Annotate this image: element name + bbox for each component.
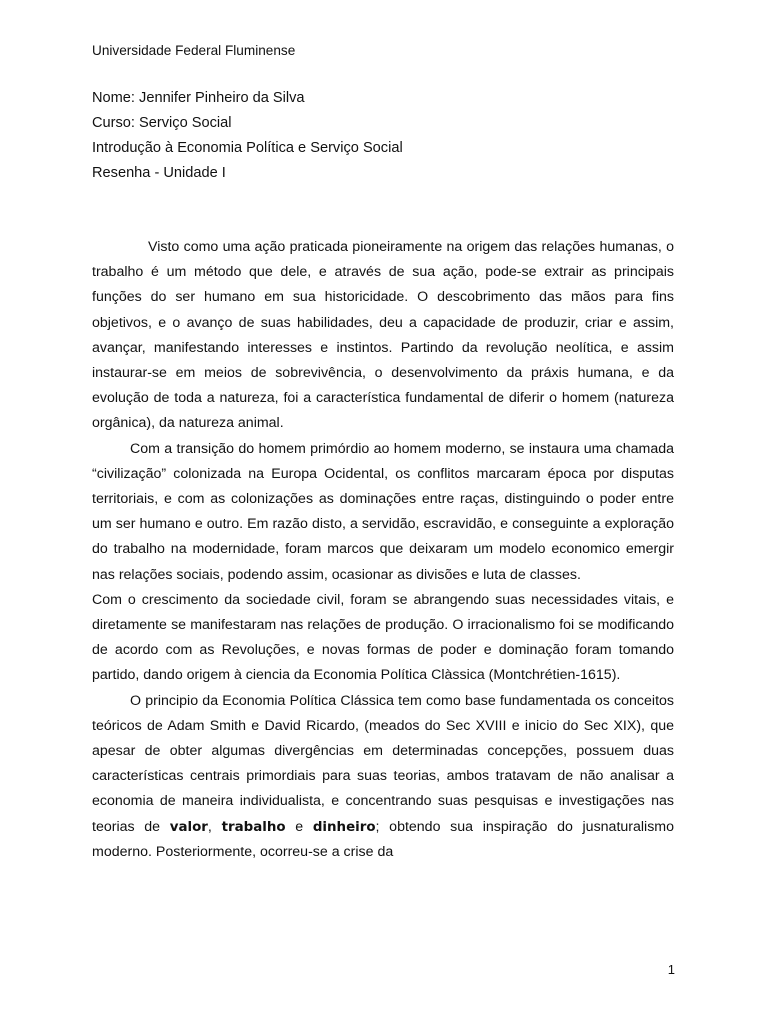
university-name: Universidade Federal Fluminense [92,43,296,58]
assignment-title: Resenha - Unidade I [92,165,226,181]
page-number: 1 [667,962,675,977]
paragraph-2: Com a transição do homem primórdio ao homem moderno, se instaura uma chamada “civilização” colonizada na Europa Ocidental, os conflitos marcaram época por disputas territoriais, e com as colonizações as dominações entre raças, distinguindo o poder entre um ser humano e outro. Em razão disto, a servidão, escravidão, e conseguinte a exploração do trabalho na modernidade, foram marcos que deixaram um modelo economico emergir nas relações sociais, podendo assim, ocasionar as divisões e luta de classes. [92,440,674,583]
paragraph-4 [92,689,674,865]
paragraph-3: Com o crescimento da sociedade civil, foram se abrangendo suas necessidades vitais, e diretamente se manifestaram nas relações de produção. O irracionalismo foi se modificando de acordo com as Revoluções, e novas formas de poder e dominação foram tomando partido, dando origem à ciencia da Economia Política Clàssica (Montchrétien-1615). [92,591,674,684]
paragraph-4-separator-2: e [285,818,313,835]
student-info [92,86,403,186]
bold-term-dinheiro: dinheiro [312,819,376,835]
student-name: Nome: Jennifer Pinheiro da Silva [92,90,305,106]
paragraph-4-separator-1: , [207,818,222,835]
subject-name: Introdução à Economia Política e Serviço Social [92,140,403,156]
course-name: Curso: Serviço Social [92,115,232,131]
bold-term-trabalho: trabalho [221,819,286,835]
review-body [92,235,674,865]
paragraph-1: Visto como uma ação praticada pioneiramente na origem das relações humanas, o trabalho é um método que dele, e através de sua ação, pode-se extrair as principais funções do ser humano em sua historicidade. O descobrimento das mãos para fins objetivos, e o avanço de suas habilidades, deu a capacidade de produzir, criar e assim, avançar, manifestando interesses e instintos. Partindo da revolução neolítica, e assim instaurar-se em meios de sobrevivência, o desenvolvimento da práxis humana, e da evolução de toda a natureza, foi a característica fundamental de diferir o homem (natureza orgânica), da natureza animal. [92,239,674,432]
bold-term-valor: valor [169,819,208,835]
paragraph-4-text-end: ; obtendo sua inspiração do jusnaturalismo moderno. Posteriormente, ocorreu-se a crise da [92,818,675,860]
paragraph-4-text-start: O principio da Economia Política Clássica tem como base fundamentada os conceitos teóricos de Adam Smith e David Ricardo, (meados do Sec XVIII e inicio do Sec XIX), que apesar de obter algumas divergências em determinadas concepções, possuem duas características centrais primordiais para suas teorias, ambos tratavam de não analisar a economia de maneira individualista, e concentrando suas pesquisas e investigações nas teorias de [92,692,674,835]
